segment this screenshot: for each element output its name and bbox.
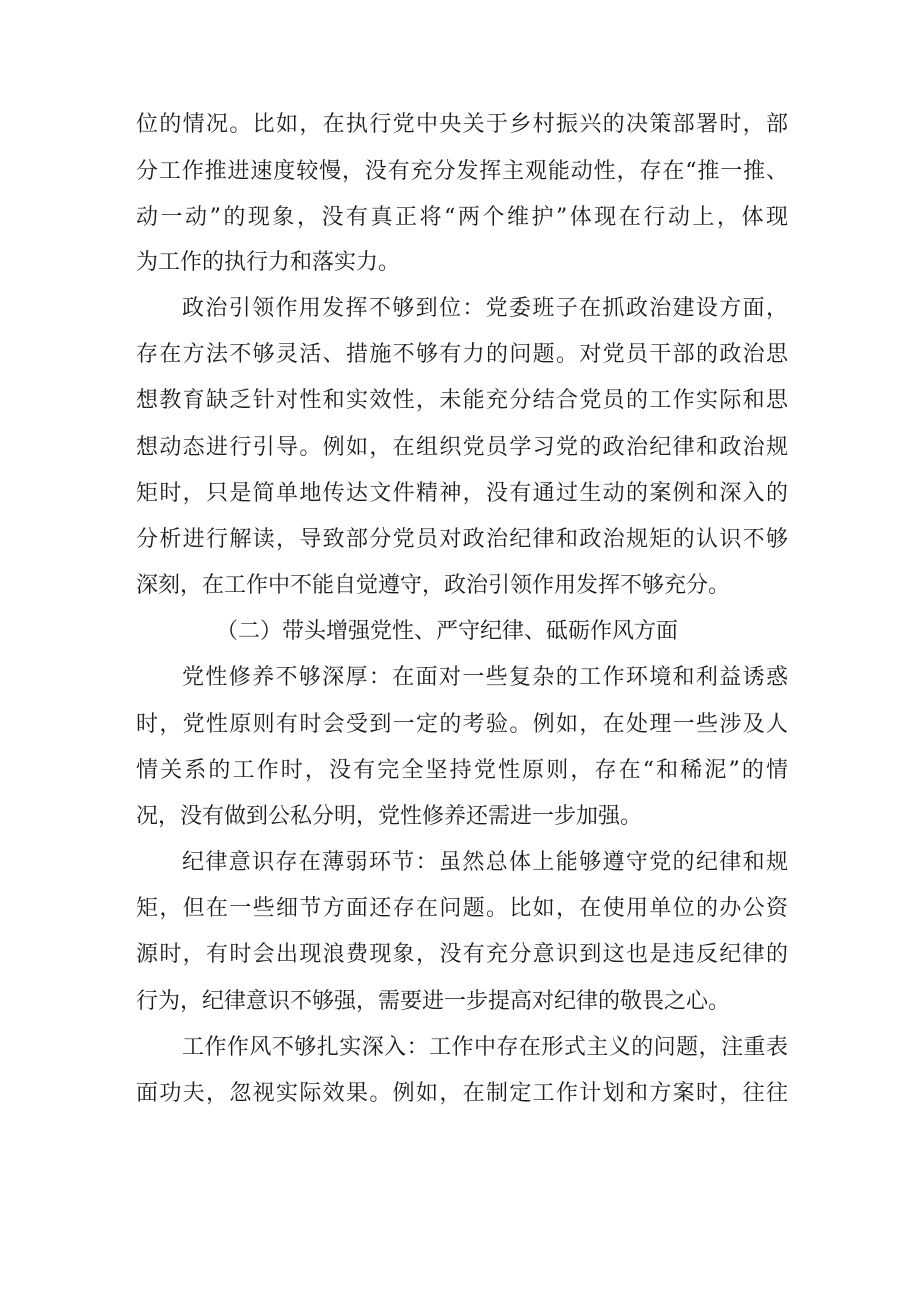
paragraph-line: 分析进行解读，导致部分党员对政治纪律和政治规矩的认识不够 [136,527,788,552]
paragraph-line: 面功夫，忽视实际效果。例如，在制定工作计划和方案时，往往 [136,1081,788,1106]
paragraph-line: 为工作的执行力和落实力。 [136,250,401,275]
paragraph-line: 源时，有时会出现浪费现象，没有充分意识到这也是违反纪律的 [136,942,788,967]
paragraph-line: 动一动”的现象，没有真正将“两个维护”体现在行动上，体现 [136,205,788,230]
section-heading: （二）带头增强党性、严守纪律、砥砺作风方面 [216,619,679,644]
paragraph-line: 存在方法不够灵活、措施不够有力的问题。对党员干部的政治思 [136,342,788,367]
paragraph-line: 分工作推进速度较慢，没有充分发挥主观能动性，存在“推一推、 [136,159,788,184]
paragraph-line: 位的情况。比如，在执行党中央关于乡村振兴的决策部署时，部 [136,112,788,137]
paragraph-line: 况，没有做到公私分明，党性修养还需进一步加强。 [136,804,643,829]
paragraph-line: 想动态进行引导。例如，在组织党员学习党的政治纪律和政治规 [136,435,788,460]
paragraph-line: 矩，但在一些细节方面还存在问题。比如，在使用单位的办公资 [136,896,788,921]
paragraph-line: 深刻，在工作中不能自觉遵守，政治引领作用发挥不够充分。 [136,573,731,598]
paragraph-line: 情关系的工作时，没有完全坚持党性原则，存在“和稀泥”的情 [136,758,788,783]
paragraph-line: 工作作风不够扎实深入：工作中存在形式主义的问题，注重表 [182,1035,788,1060]
paragraph-line: 政治引领作用发挥不够到位：党委班子在抓政治建设方面， [182,296,788,321]
paragraph-line: 纪律意识存在薄弱环节：虽然总体上能够遵守党的纪律和规 [182,850,788,875]
paragraph-line: 时，党性原则有时会受到一定的考验。例如，在处理一些涉及人 [136,712,788,737]
paragraph-line: 行为，纪律意识不够强，需要进一步提高对纪律的敬畏之心。 [136,989,731,1014]
paragraph-line: 党性修养不够深厚：在面对一些复杂的工作环境和利益诱惑 [182,665,788,690]
paragraph-line: 想教育缺乏针对性和实效性，未能充分结合党员的工作实际和思 [136,388,788,413]
paragraph-line: 矩时，只是简单地传达文件精神，没有通过生动的案例和深入的 [136,481,788,506]
